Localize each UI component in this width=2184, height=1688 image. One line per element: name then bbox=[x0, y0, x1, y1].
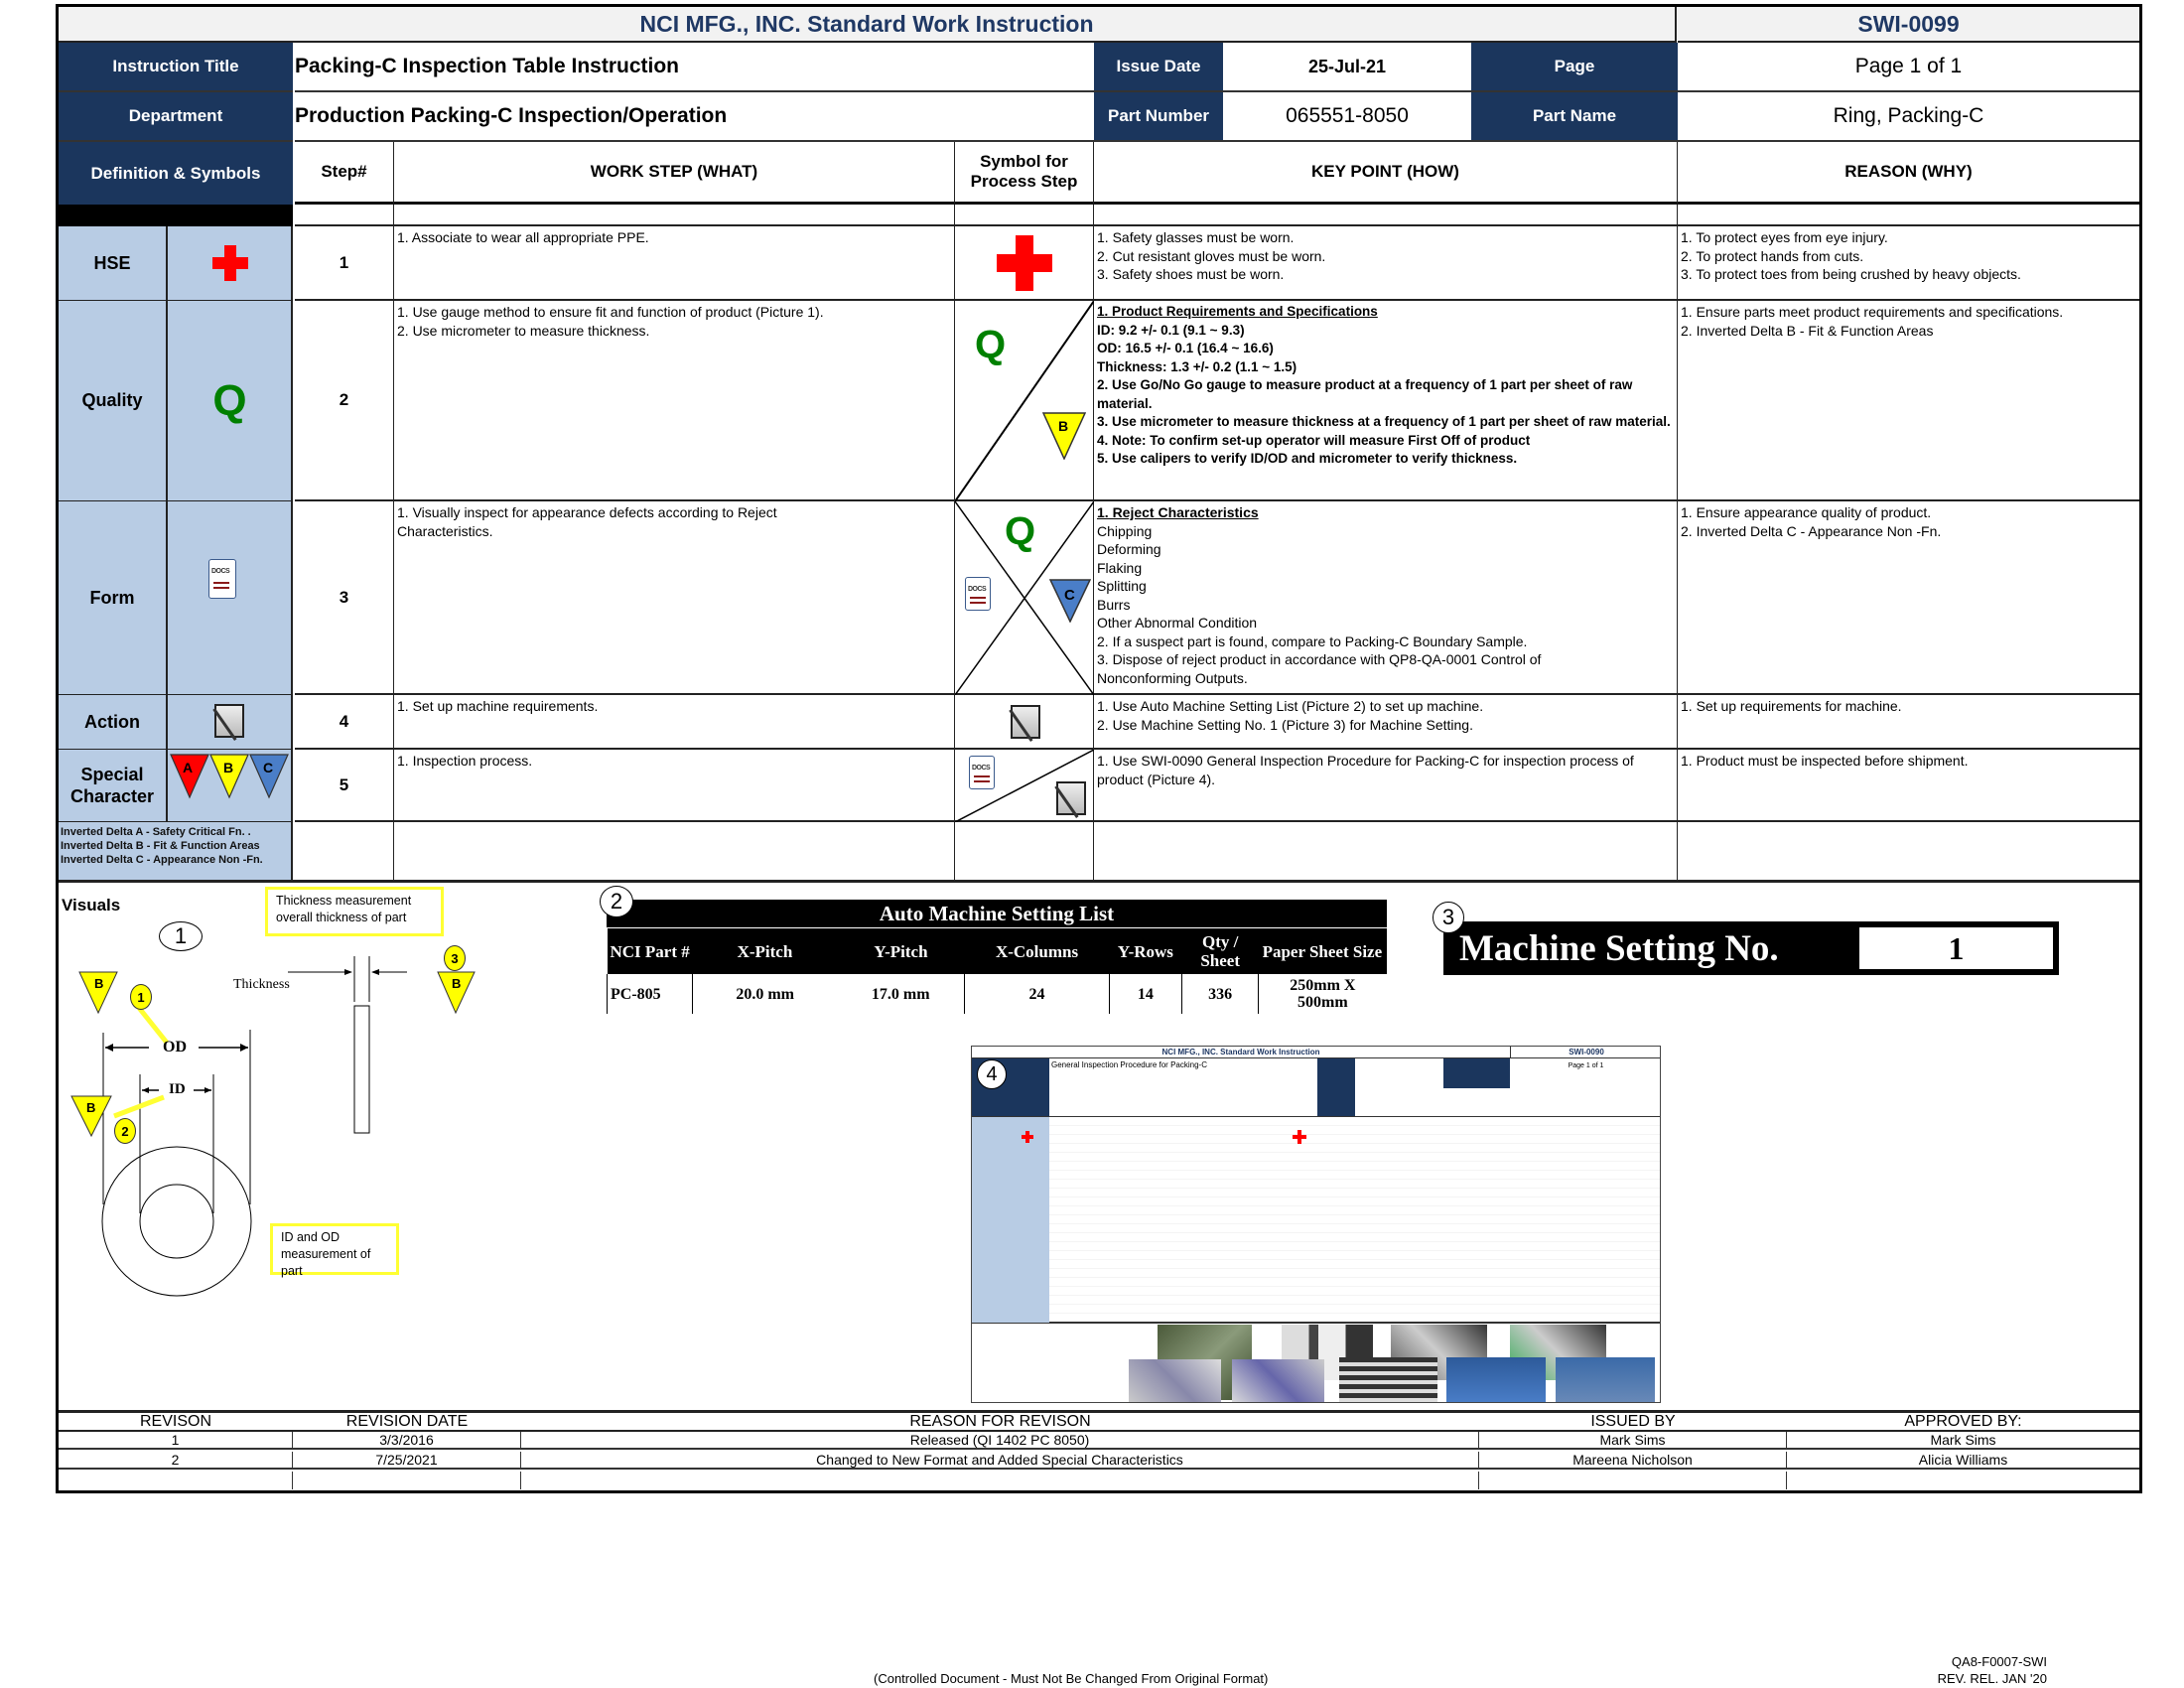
work-step-text: 1. Use gauge method to ensure fit and function of product (Picture 1). bbox=[397, 304, 824, 320]
docs-label: DOCS bbox=[211, 568, 230, 575]
thumb-divider bbox=[972, 1323, 1661, 1324]
symbol-cell-2 bbox=[955, 301, 1094, 501]
key-point-text: 2. Use Go/No Go gauge to measure product at a frequency of 1 part per sheet of raw material. bbox=[1097, 377, 1633, 411]
revision-cell bbox=[521, 1472, 1479, 1489]
ams-header: X-Columns bbox=[995, 941, 1079, 961]
clipboard-icon bbox=[1056, 781, 1086, 815]
work-step-5 bbox=[394, 750, 955, 822]
thumb-title: NCI MFG., INC. Standard Work Instruction bbox=[972, 1047, 1510, 1058]
ams-cell: 20.0 mm bbox=[736, 985, 794, 1003]
key-point-1 bbox=[1094, 226, 1678, 301]
delta-legend-a: Inverted Delta A - Safety Critical Fn. . bbox=[61, 826, 251, 838]
picture-number: 4 bbox=[977, 1059, 1007, 1089]
red-cross-icon bbox=[1293, 1130, 1306, 1144]
key-point-text: Flaking bbox=[1097, 559, 1143, 576]
key-point-text: 3. Use micrometer to measure thickness at a frequency of 1 part per sheet of raw material. bbox=[1097, 414, 1671, 429]
revision-header: ISSUED BY bbox=[1590, 1412, 1676, 1430]
ams-cell: 250mm X 500mm bbox=[1290, 977, 1356, 1011]
q-icon: Q bbox=[1005, 509, 1036, 553]
revision-header: REVISION DATE bbox=[345, 1412, 469, 1430]
docs-icon bbox=[965, 577, 991, 611]
delta-label: B bbox=[94, 976, 104, 991]
key-point-4 bbox=[1094, 695, 1678, 750]
special-character-icons bbox=[167, 750, 293, 822]
ams-cell: 14 bbox=[1109, 974, 1181, 1014]
photo-7 bbox=[1339, 1357, 1437, 1403]
step-number: 1 bbox=[295, 226, 394, 301]
department-label: Department bbox=[59, 92, 293, 142]
key-point-text: Splitting bbox=[1097, 578, 1147, 594]
photo-8 bbox=[1446, 1357, 1546, 1403]
auto-machine-setting-list bbox=[600, 886, 1394, 1025]
reason-text: 1. Product must be inspected before shipment. bbox=[1681, 753, 1969, 769]
machine-setting-panel bbox=[1430, 892, 2065, 981]
blank-cell bbox=[394, 822, 955, 880]
key-point-text: 4. Note: To confirm set-up operator will measure First Off of product bbox=[1097, 432, 1531, 448]
delta-legend bbox=[60, 822, 293, 880]
step-number: 2 bbox=[295, 301, 394, 501]
swi-0090-thumbnail[interactable] bbox=[971, 1046, 1661, 1403]
od-label: OD bbox=[163, 1039, 187, 1055]
delta-label: B bbox=[86, 1100, 96, 1115]
reason-2 bbox=[1678, 301, 2139, 501]
key-point-text: Burrs bbox=[1097, 596, 1131, 613]
work-step-text: 2. Use micrometer to measure thickness. bbox=[397, 322, 650, 339]
clipboard-icon bbox=[214, 704, 244, 738]
col-step: Step# bbox=[295, 142, 394, 205]
reason-text: 1. To protect eyes from eye injury. bbox=[1681, 229, 1888, 245]
revision-cell: 3/3/2016 bbox=[293, 1432, 521, 1448]
docs-line bbox=[213, 582, 229, 584]
section-divider bbox=[59, 880, 2139, 883]
reason-3 bbox=[1678, 501, 2139, 695]
instruction-title: Packing-C Inspection Table Instruction bbox=[295, 43, 1094, 92]
spacer-cell bbox=[295, 205, 394, 226]
key-point-text: 1. Use SWI-0090 General Inspection Procedure for Packing-C for inspection process of product (Picture 4). bbox=[1097, 753, 1634, 787]
delta-label: C bbox=[1064, 587, 1075, 604]
company-title: NCI MFG., INC. Standard Work Instruction bbox=[59, 7, 1677, 43]
category-quality: Quality bbox=[59, 301, 166, 501]
key-point-text: Other Abnormal Condition bbox=[1097, 615, 1258, 631]
red-cross-icon bbox=[997, 235, 1052, 291]
controlled-document-note: (Controlled Document - Must Not Be Changed From Original Format) bbox=[874, 1671, 1269, 1686]
picture-number: 2 bbox=[600, 886, 633, 917]
revision-cell: 2 bbox=[59, 1452, 293, 1468]
symbol-cell-1 bbox=[955, 226, 1094, 301]
ams-header: Paper Sheet Size bbox=[1262, 941, 1383, 961]
category-form-icon-cell bbox=[167, 501, 293, 695]
revision-header: REASON FOR REVISON bbox=[909, 1412, 1091, 1430]
key-point-text: OD: 16.5 +/- 0.1 (16.4 ~ 16.6) bbox=[1097, 341, 1274, 355]
docs-label: DOCS bbox=[972, 765, 991, 772]
docs-line bbox=[970, 602, 986, 604]
form-id-block bbox=[1886, 1653, 2047, 1687]
delta-label: B bbox=[1058, 418, 1069, 434]
photo-6 bbox=[1232, 1359, 1324, 1403]
revision-header-row bbox=[59, 1413, 2139, 1430]
machine-setting-value: 1 bbox=[1859, 927, 2053, 969]
key-point-text: Chipping bbox=[1097, 522, 1153, 539]
symbol-cell-5 bbox=[955, 750, 1094, 822]
step-number: 4 bbox=[295, 695, 394, 750]
part-number-label: Part Number bbox=[1094, 92, 1223, 142]
key-point-text: 3. Safety shoes must be worn. bbox=[1097, 266, 1285, 282]
blank-cell bbox=[955, 822, 1094, 880]
revision-cell: Mark Sims bbox=[1479, 1432, 1787, 1448]
work-step-text: 1. Associate to wear all appropriate PPE. bbox=[397, 229, 649, 245]
picture-1-diagram bbox=[60, 884, 596, 1301]
ams-header: NCI Part # bbox=[610, 941, 690, 961]
id-label: ID bbox=[169, 1081, 186, 1097]
spacer-cell bbox=[1678, 205, 2139, 226]
work-step-4 bbox=[394, 695, 955, 750]
reason-text: 1. Ensure appearance quality of product. bbox=[1681, 504, 1932, 520]
work-step-2 bbox=[394, 301, 955, 501]
picture-number: 1 bbox=[159, 921, 203, 951]
department: Production Packing-C Inspection/Operation bbox=[295, 92, 1094, 142]
ams-header: Y-Rows bbox=[1117, 941, 1173, 961]
step-number: 5 bbox=[295, 750, 394, 822]
key-point-text: 1. Safety glasses must be worn. bbox=[1097, 229, 1295, 245]
category-action: Action bbox=[59, 695, 166, 750]
docs-line bbox=[970, 597, 986, 599]
page-label: Page bbox=[1471, 43, 1678, 92]
clipboard-icon bbox=[1011, 705, 1040, 739]
docs-label: DOCS bbox=[968, 586, 987, 593]
key-point-2 bbox=[1094, 301, 1678, 501]
revision-header: APPROVED BY: bbox=[1904, 1412, 2022, 1430]
revision-cell: Alicia Williams bbox=[1918, 1452, 2008, 1468]
black-divider bbox=[59, 205, 293, 226]
thumb-category-column bbox=[972, 1116, 1049, 1323]
key-point-text: 5. Use calipers to verify ID/OD and micrometer to verify thickness. bbox=[1097, 451, 1518, 466]
ams-title: Auto Machine Setting List bbox=[607, 900, 1387, 927]
docs-icon bbox=[969, 756, 995, 789]
picture-number: 3 bbox=[1433, 902, 1464, 933]
q-icon: Q bbox=[975, 323, 1007, 366]
thumb-page: Page 1 of 1 bbox=[1568, 1061, 1604, 1069]
spacer-cell bbox=[955, 205, 1094, 226]
revision-cell: 7/25/2021 bbox=[293, 1452, 521, 1468]
docs-line bbox=[974, 780, 990, 782]
reason-text: 1. Ensure parts meet product requirements and specifications. bbox=[1681, 304, 2064, 320]
q-icon: Q bbox=[167, 301, 293, 501]
red-cross-icon bbox=[1022, 1130, 1033, 1142]
spacer-cell bbox=[1094, 205, 1678, 226]
revision-cell bbox=[293, 1472, 521, 1489]
category-action-icon-cell bbox=[167, 695, 293, 750]
page-indicator: Page 1 of 1 bbox=[1678, 43, 2139, 92]
blank-cell bbox=[1094, 822, 1678, 880]
work-step-text: 1. Visually inspect for appearance defects according to Reject Characteristics. bbox=[397, 504, 777, 539]
docs-line bbox=[213, 587, 229, 589]
revision-cell bbox=[1479, 1472, 1787, 1489]
category-form: Form bbox=[59, 501, 166, 695]
reason-4 bbox=[1678, 695, 2139, 750]
ams-cell: 24 bbox=[965, 974, 1109, 1014]
key-point-text: 2. If a suspect part is found, compare to Packing-C Boundary Sample. bbox=[1097, 633, 1528, 649]
delta-label: C bbox=[263, 760, 274, 775]
reason-text: 2. Inverted Delta B - Fit & Function Areas bbox=[1681, 322, 1934, 339]
marker-3: 3 bbox=[444, 945, 466, 971]
category-hse: HSE bbox=[59, 226, 166, 301]
key-point-text: 1. Use Auto Machine Setting List (Picture 2) to set up machine. bbox=[1097, 698, 1484, 714]
revision-cell: Mark Sims bbox=[1930, 1432, 1996, 1448]
issue-date-label: Issue Date bbox=[1094, 43, 1223, 92]
thumb-navy-labels bbox=[1317, 1058, 1355, 1116]
revision-row bbox=[59, 1472, 2139, 1489]
reason-1 bbox=[1678, 226, 2139, 301]
revision-cell: Changed to New Format and Added Special Characteristics bbox=[521, 1452, 1479, 1468]
thumb-instruction: General Inspection Procedure for Packing-C bbox=[1051, 1060, 1207, 1069]
thumb-doc-id: SWI-0090 bbox=[1510, 1047, 1661, 1058]
thumb-navy-labels bbox=[1443, 1058, 1510, 1088]
category-special-character: Special Character bbox=[59, 750, 166, 822]
delta-label: B bbox=[452, 976, 462, 991]
key-point-heading: 1. Product Requirements and Specifications bbox=[1097, 304, 1378, 319]
col-symbol: Symbol for Process Step bbox=[955, 142, 1094, 205]
part-number: 065551-8050 bbox=[1223, 92, 1471, 142]
symbol-cell-4 bbox=[955, 695, 1094, 750]
key-point-text: ID: 9.2 +/- 0.1 (9.1 ~ 9.3) bbox=[1097, 322, 1245, 338]
part-name-label: Part Name bbox=[1471, 92, 1678, 142]
revision-cell: 1 bbox=[59, 1432, 293, 1448]
docs-line bbox=[974, 775, 990, 777]
revision-row bbox=[59, 1452, 2139, 1470]
delta-label: A bbox=[183, 760, 194, 775]
col-key-point: KEY POINT (HOW) bbox=[1094, 142, 1678, 205]
key-point-text: 2. Cut resistant gloves must be worn. bbox=[1097, 247, 1326, 264]
marker-2: 2 bbox=[114, 1118, 136, 1144]
spacer-cell bbox=[394, 205, 955, 226]
ams-header: X-Pitch bbox=[737, 941, 793, 961]
work-step-3 bbox=[394, 501, 955, 695]
reason-5 bbox=[1678, 750, 2139, 822]
ams-cell: 17.0 mm bbox=[837, 974, 965, 1014]
ams-table bbox=[607, 928, 1387, 1014]
revision-row bbox=[59, 1432, 2139, 1450]
col-reason: REASON (WHY) bbox=[1678, 142, 2139, 205]
key-point-text: Deforming bbox=[1097, 541, 1161, 557]
key-point-heading: 1. Reject Characteristics bbox=[1097, 504, 1259, 520]
blank-cell bbox=[295, 822, 394, 880]
col-work-step: WORK STEP (WHAT) bbox=[394, 142, 955, 205]
delta-legend-c: Inverted Delta C - Appearance Non -Fn. bbox=[61, 854, 263, 866]
part-name: Ring, Packing-C bbox=[1678, 92, 2139, 142]
key-point-text: 2. Use Machine Setting No. 1 (Picture 3) for Machine Setting. bbox=[1097, 716, 1473, 733]
delta-legend-b: Inverted Delta B - Fit & Function Areas bbox=[61, 840, 260, 852]
ams-header: Qty / Sheet bbox=[1200, 932, 1240, 970]
reason-text: 2. Inverted Delta C - Appearance Non -Fn. bbox=[1681, 522, 1942, 539]
revision-table bbox=[59, 1413, 2139, 1492]
visuals-title: Visuals bbox=[62, 896, 121, 914]
revision-cell: Released (QI 1402 PC 8050) bbox=[521, 1432, 1479, 1448]
reason-text: 2. To protect hands from cuts. bbox=[1681, 247, 1864, 264]
symbol-cell-3 bbox=[955, 501, 1094, 695]
ams-header: Y-Pitch bbox=[874, 941, 928, 961]
revision-header: REVISON bbox=[139, 1412, 211, 1430]
photo-5 bbox=[1129, 1359, 1221, 1403]
work-step-text: 1. Inspection process. bbox=[397, 753, 533, 769]
key-point-text: 3. Dispose of reject product in accordance with QP8-QA-0001 Control of Nonconforming Outputs. bbox=[1097, 651, 1542, 686]
docs-icon bbox=[208, 559, 236, 599]
thickness-label: Thickness bbox=[233, 977, 290, 992]
key-point-5 bbox=[1094, 750, 1678, 822]
ams-cell: PC-805 bbox=[608, 974, 693, 1014]
key-point-3 bbox=[1094, 501, 1678, 695]
delta-label: B bbox=[223, 760, 234, 775]
red-cross-icon bbox=[167, 226, 293, 301]
revision-cell bbox=[1787, 1472, 2139, 1489]
col-definitions: Definition & Symbols bbox=[59, 142, 293, 205]
issue-date: 25-Jul-21 bbox=[1223, 43, 1471, 92]
ring-drawing bbox=[60, 884, 596, 1301]
revision-cell bbox=[59, 1472, 293, 1489]
ams-cell: 336 bbox=[1182, 974, 1259, 1014]
step-number: 3 bbox=[295, 501, 394, 695]
form-id: QA8-F0007-SWI bbox=[1951, 1654, 2047, 1669]
work-step-text: 1. Set up machine requirements. bbox=[397, 698, 599, 714]
reason-text: 3. To protect toes from being crushed by heavy objects. bbox=[1681, 266, 2021, 282]
key-point-text: Thickness: 1.3 +/- 0.2 (1.1 ~ 1.5) bbox=[1097, 358, 1297, 374]
machine-setting-label: Machine Setting No. bbox=[1459, 928, 1779, 969]
reason-text: 1. Set up requirements for machine. bbox=[1681, 698, 1902, 714]
revision-cell: Mareena Nicholson bbox=[1479, 1452, 1787, 1468]
thumb-steps bbox=[1049, 1116, 1661, 1323]
thickness-note: Thickness measurement overall thickness of part bbox=[265, 887, 444, 936]
rev-rel: REV. REL. JAN '20 bbox=[1937, 1671, 2047, 1686]
doc-id: SWI-0099 bbox=[1678, 7, 2139, 43]
work-step-1 bbox=[394, 226, 955, 301]
instruction-title-label: Instruction Title bbox=[59, 43, 293, 92]
idod-note: ID and OD measurement of part bbox=[270, 1223, 399, 1275]
photo-9 bbox=[1556, 1357, 1655, 1403]
marker-1: 1 bbox=[130, 984, 152, 1010]
